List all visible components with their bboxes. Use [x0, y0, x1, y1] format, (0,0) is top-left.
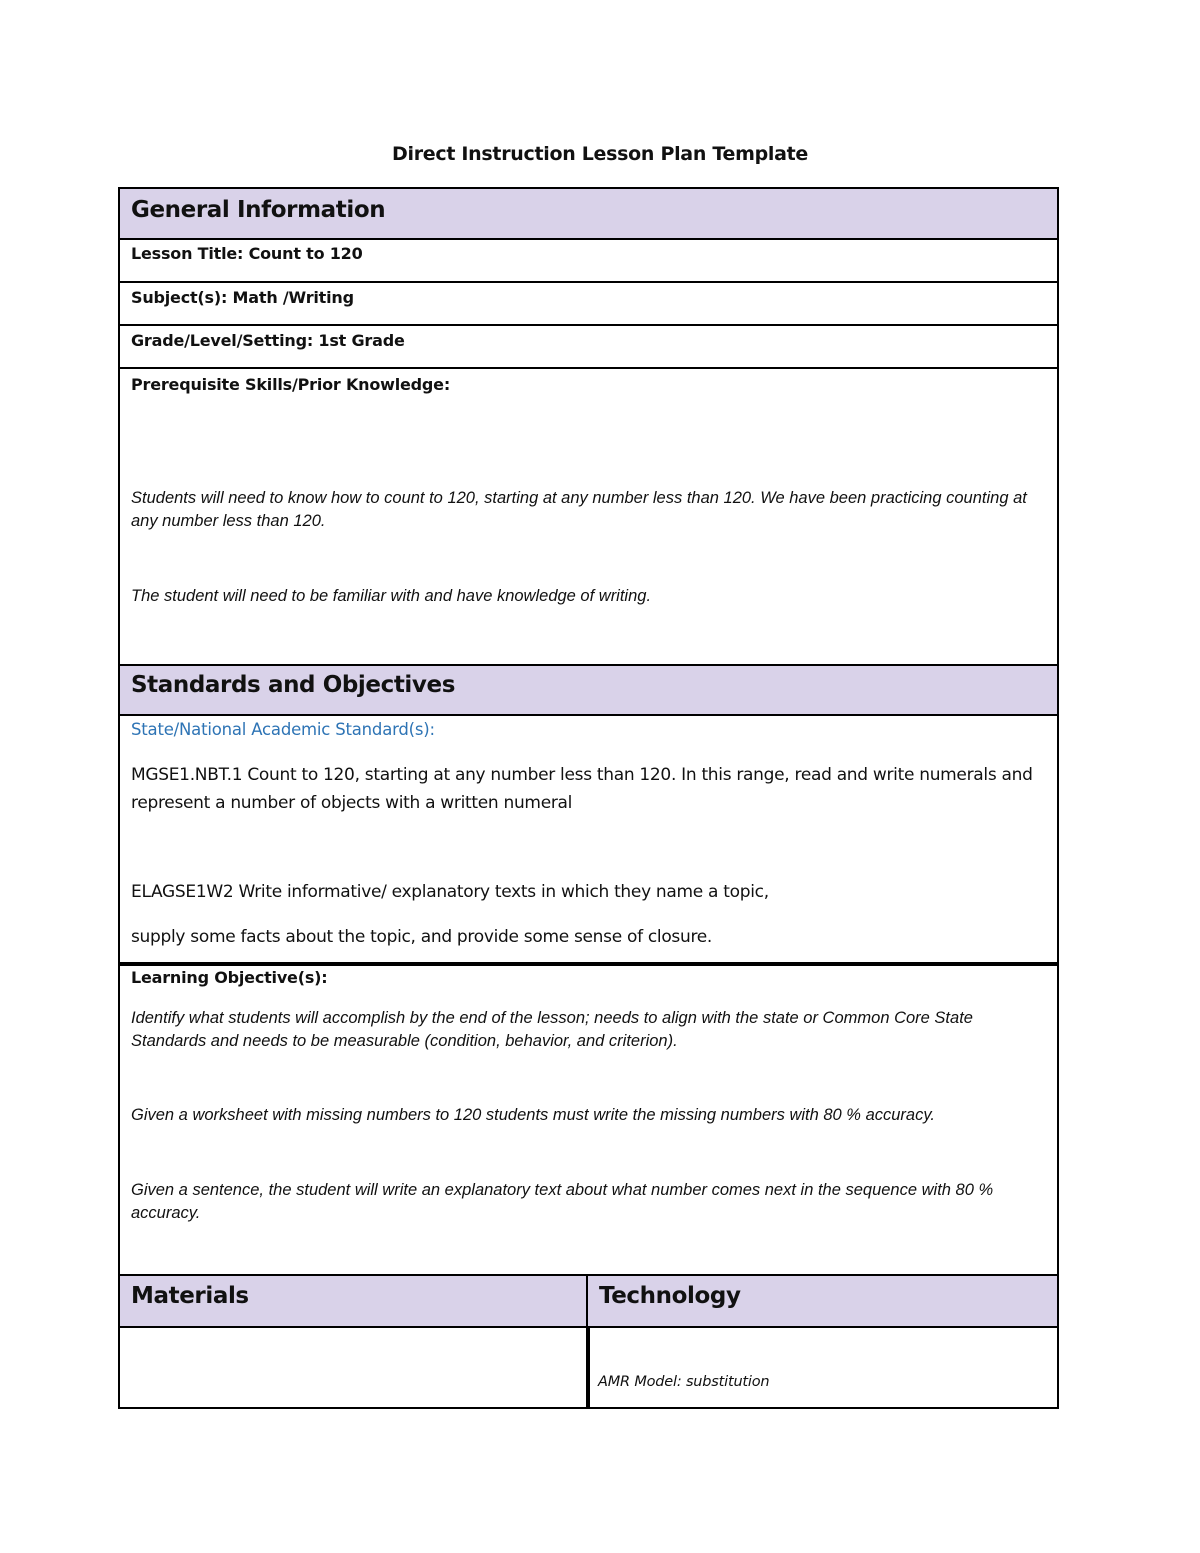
prereq-label: Prerequisite Skills/Prior Knowledge: — [131, 375, 451, 394]
subjects-row — [118, 281, 1059, 326]
subjects: Subject(s): Math /Writing — [131, 288, 354, 307]
technology-text: AMR Model: substitution — [598, 1374, 770, 1390]
grade-row — [118, 324, 1059, 369]
general-information-title: General Information — [131, 197, 386, 223]
standards-row — [118, 714, 1059, 966]
standards-header — [118, 664, 1059, 716]
prereq-row — [118, 367, 1059, 667]
standard-ela-a: ELAGSE1W2 Write informative/ explanatory texts in which they name a topic, — [131, 882, 769, 902]
lesson-title-row — [118, 238, 1059, 283]
grade-level-setting: Grade/Level/Setting: 1st Grade — [131, 331, 405, 350]
objectives-instructions: Identify what students will accomplish by the end of the lesson; needs to align with the state or Common Core State Standards and needs to be measurable (condition, behavior, and criterion). — [131, 1009, 973, 1050]
objective-1: Given a worksheet with missing numbers to 120 students must write the missing numbers with 80 % accuracy. — [131, 1106, 935, 1124]
standard-math: MGSE1.NBT.1 Count to 120, starting at any number less than 120. In this range, read and write numerals and represent a number of objects with a written numeral — [131, 765, 1033, 813]
standards-title: Standards and Objectives — [131, 672, 456, 698]
materials-title: Materials — [131, 1283, 249, 1309]
prereq-text-1: Students will need to know how to count to 120, starting at any number less than 120. We have been practicing counting at any number less than 120. — [131, 489, 1027, 530]
objective-2: Given a sentence, the student will write an explanatory text about what number comes next in the sequence with 80 % accuracy. — [131, 1181, 994, 1222]
lesson-title: Lesson Title: Count to 120 — [131, 244, 363, 263]
materials-header — [118, 1274, 590, 1328]
prereq-text-2: The student will need to be familiar with and have knowledge of writing. — [131, 587, 652, 605]
materials-cell — [118, 1326, 590, 1409]
objectives-row — [118, 962, 1059, 1278]
standard-ela-b: supply some facts about the topic, and provide some sense of closure. — [131, 927, 713, 947]
technology-header — [586, 1274, 1059, 1328]
technology-cell — [586, 1326, 1059, 1409]
objectives-label: Learning Objective(s): — [131, 968, 328, 987]
state-standards-label: State/National Academic Standard(s): — [131, 720, 435, 739]
general-information-header — [118, 187, 1059, 240]
technology-title: Technology — [599, 1283, 741, 1309]
page-title: Direct Instruction Lesson Plan Template — [392, 143, 808, 165]
